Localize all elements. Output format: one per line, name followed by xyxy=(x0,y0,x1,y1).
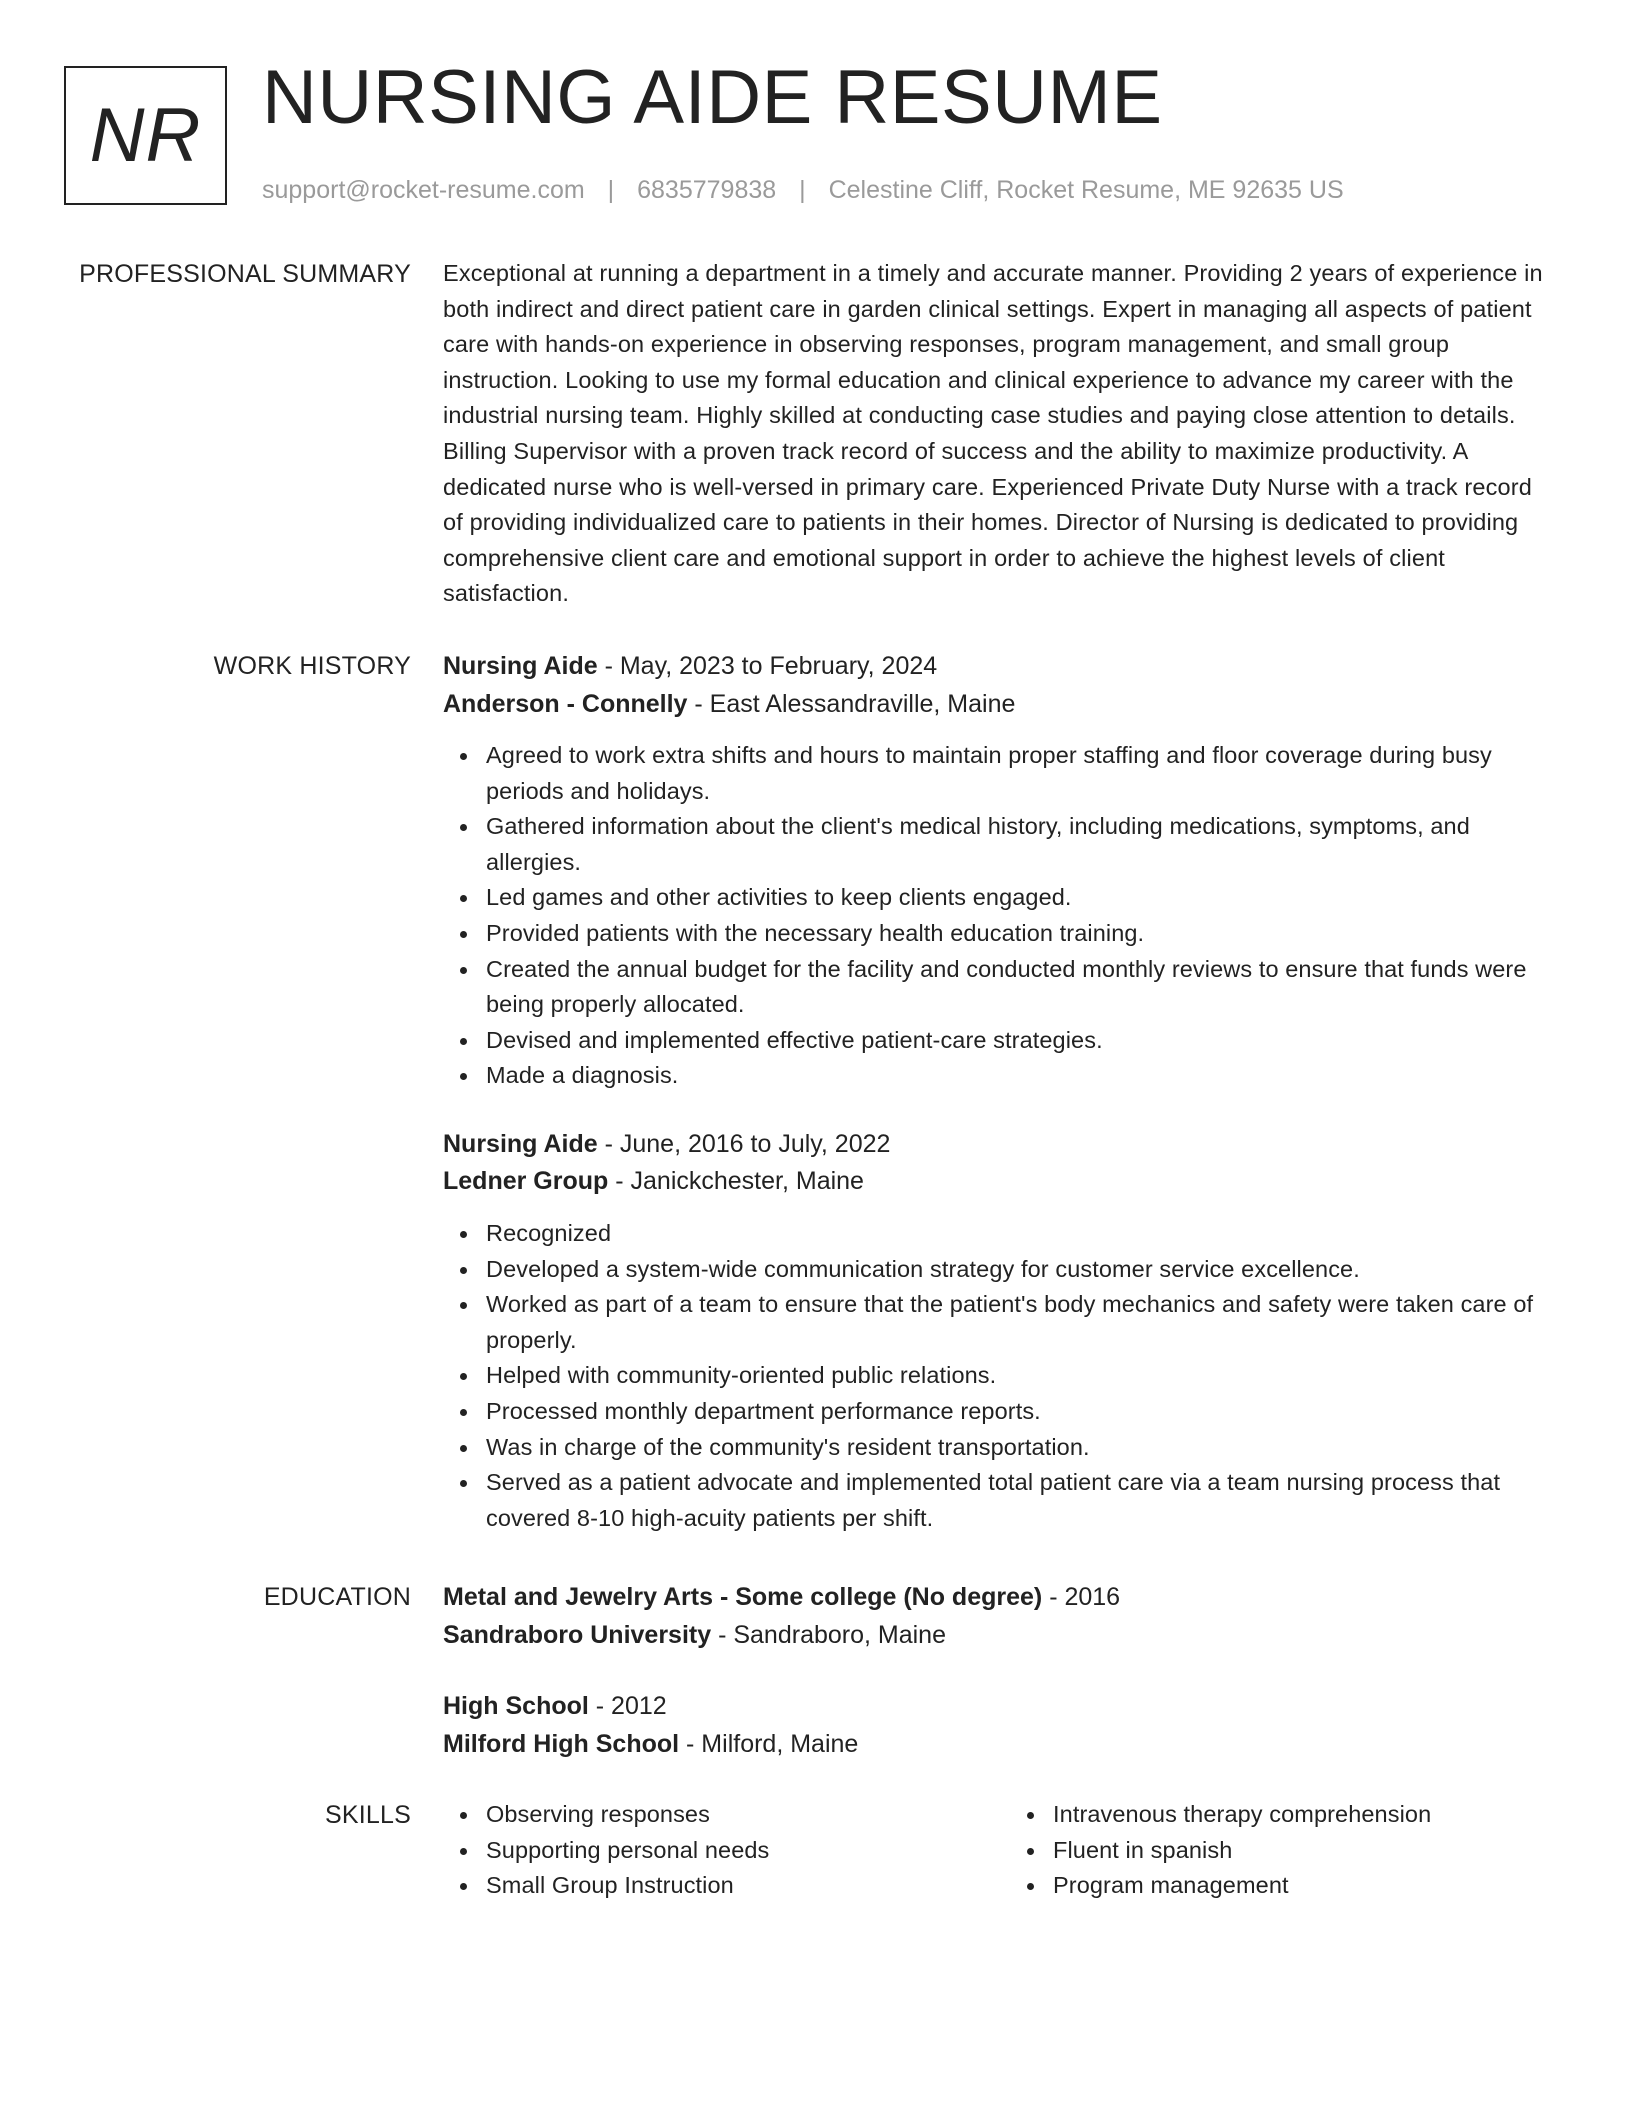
education-school-line xyxy=(443,1726,1553,1764)
job-location: - Janickchester, Maine xyxy=(608,1167,864,1196)
job-duty: Devised and implemented effective patient-care strategies. xyxy=(486,1023,1553,1059)
job-dates: - June, 2016 to July, 2022 xyxy=(597,1129,891,1158)
skill-item: Small Group Instruction xyxy=(486,1868,1010,1904)
contact-email[interactable]: support@rocket-resume.com xyxy=(262,176,585,204)
job-duty: Provided patients with the necessary health education training. xyxy=(486,916,1553,952)
job-entry xyxy=(443,1126,1553,1536)
job-duty: Developed a system-wide communication strategy for customer service excellence. xyxy=(486,1252,1553,1288)
resume-title: NURSING AIDE RESUME xyxy=(262,55,1163,140)
skill-item: Observing responses xyxy=(486,1797,1010,1833)
education-year: - 2012 xyxy=(588,1692,667,1720)
work-history-heading: WORK HISTORY xyxy=(213,652,411,680)
summary-text: Exceptional at running a department in a timely and accurate manner. Providing 2 years of experience in both indirect and direct patient care in garden clinical settings. Expert in managing all aspects of patient care with hands-on experience in observing responses, program management, and small group instruction. Looking to use my formal education and clinical experience to advance my career with the industrial nursing team. Highly skilled at conducting case studies and paying close attention to details. Billing Supervisor with a proven track record of success and the ability to maximize productivity. A dedicated nurse who is well-versed in primary care. Experienced Private Duty Nurse with a track record of providing individualized care to patients in their homes. Director of Nursing is dedicated to providing comprehensive client care and emotional support in order to achieve the highest levels of client satisfaction. xyxy=(443,260,1543,607)
skills-list xyxy=(1010,1797,1553,1904)
education-location: - Sandraboro, Maine xyxy=(711,1620,946,1649)
job-duty: Worked as part of a team to ensure that the patient's body mechanics and safety were taken care of properly. xyxy=(486,1287,1553,1358)
job-title: Nursing Aide xyxy=(443,652,598,680)
education-school: Sandraboro University xyxy=(443,1620,712,1649)
job-entry xyxy=(443,648,1553,1094)
education-degree: Metal and Jewelry Arts - Some college (No degree) xyxy=(443,1583,1043,1611)
education-school-line xyxy=(443,1617,1553,1655)
job-duty: Helped with community-oriented public relations. xyxy=(486,1358,1553,1394)
skill-item: Intravenous therapy comprehension xyxy=(1053,1797,1553,1833)
job-employer-line xyxy=(443,1163,1553,1201)
job-employer-line xyxy=(443,686,1553,724)
education-heading: EDUCATION xyxy=(263,1583,411,1611)
job-duties-list xyxy=(443,738,1553,1094)
education-location: - Milford, Maine xyxy=(679,1729,859,1758)
skill-item: Program management xyxy=(1053,1868,1553,1904)
monogram-initials: NR xyxy=(89,92,202,178)
job-duty: Was in charge of the community's resident transportation. xyxy=(486,1430,1553,1466)
job-duty: Led games and other activities to keep clients engaged. xyxy=(486,880,1553,916)
contact-address: Celestine Cliff, Rocket Resume, ME 92635 US xyxy=(828,176,1344,204)
job-duty: Recognized xyxy=(486,1216,1553,1252)
job-location: - East Alessandraville, Maine xyxy=(687,689,1016,718)
monogram-logo xyxy=(64,66,227,205)
education-entry xyxy=(443,1579,1553,1654)
summary-heading: PROFESSIONAL SUMMARY xyxy=(79,260,411,288)
contact-line xyxy=(262,174,1344,207)
contact-separator: | xyxy=(607,176,615,204)
job-duty: Made a diagnosis. xyxy=(486,1058,1553,1094)
education-entry xyxy=(443,1688,1553,1763)
job-dates: - May, 2023 to February, 2024 xyxy=(597,652,938,680)
education-year: - 2016 xyxy=(1042,1583,1121,1611)
skill-item: Fluent in spanish xyxy=(1053,1833,1553,1869)
job-duty: Gathered information about the client's medical history, including medications, symptoms, and allergies. xyxy=(486,809,1553,880)
job-duty: Served as a patient advocate and implemented total patient care via a team nursing process that covered 8-10 high-acuity patients per shift. xyxy=(486,1465,1553,1536)
education-degree: High School xyxy=(443,1692,589,1720)
job-duty: Created the annual budget for the facility and conducted monthly reviews to ensure that funds were being properly allocated. xyxy=(486,952,1553,1023)
education-degree-line xyxy=(443,1579,1553,1617)
job-duty: Processed monthly department performance reports. xyxy=(486,1394,1553,1430)
job-employer: Ledner Group xyxy=(443,1167,609,1196)
job-employer: Anderson - Connelly xyxy=(443,689,688,718)
job-title-line xyxy=(443,648,1553,686)
contact-phone[interactable]: 6835779838 xyxy=(637,176,777,204)
skill-item: Supporting personal needs xyxy=(486,1833,1010,1869)
education-degree-line xyxy=(443,1688,1553,1726)
job-title-line xyxy=(443,1126,1553,1164)
skills-columns xyxy=(443,1797,1553,1904)
job-duties-list xyxy=(443,1216,1553,1536)
job-duty: Agreed to work extra shifts and hours to maintain proper staffing and floor coverage during busy periods and holidays. xyxy=(486,738,1553,809)
skills-list xyxy=(443,1797,1010,1904)
skills-heading: SKILLS xyxy=(325,1801,411,1829)
education-school: Milford High School xyxy=(443,1729,680,1758)
job-title: Nursing Aide xyxy=(443,1129,598,1158)
contact-separator: | xyxy=(799,176,806,204)
